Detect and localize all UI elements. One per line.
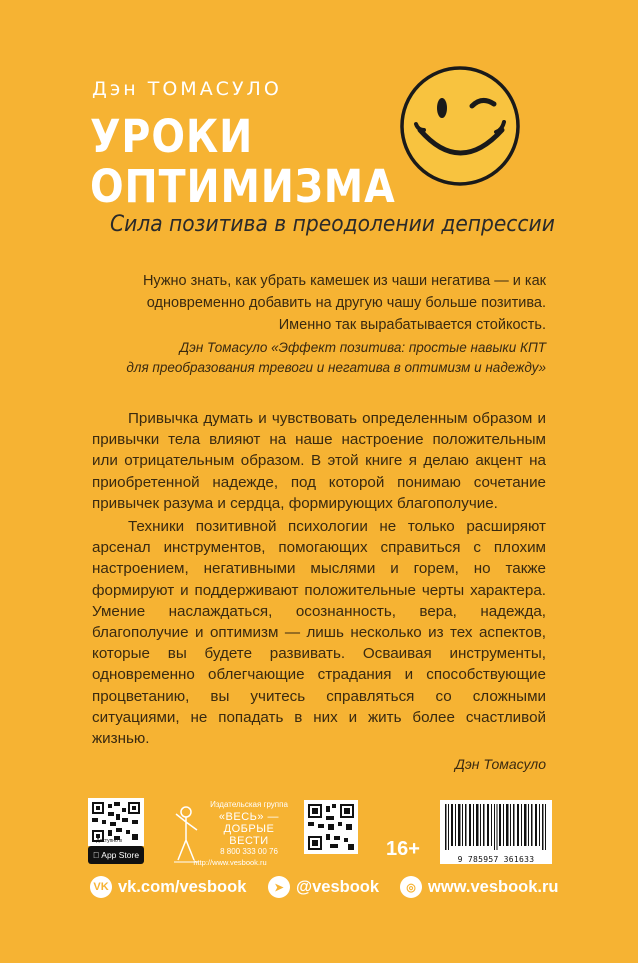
title-line-2: ОПТИМИЗМА xyxy=(90,160,396,213)
social-link-label: vk.com/vesbook xyxy=(118,877,247,896)
isbn-barcode xyxy=(440,800,552,864)
epigraph-quote xyxy=(106,270,546,336)
social-link-vk[interactable] xyxy=(90,874,246,900)
author-name: Дэн ТОМАСУЛО xyxy=(92,78,282,100)
quote-source-line: Дэн Томасуло «Эффект позитива: простые навыки КПТ xyxy=(179,340,546,355)
quote-source-line: для преобразования тревоги и негатива в оптимизм и надежду» xyxy=(126,360,546,375)
appstore-label: App Store xyxy=(98,850,136,860)
web-icon: ◎ xyxy=(400,876,422,898)
quote-line: одновременно добавить на другую чашу больше позитива. xyxy=(146,295,546,311)
publisher-url[interactable]: http://www.vesbook.ru xyxy=(193,858,267,867)
title-line-1: УРОКИ xyxy=(90,110,254,163)
social-link-label: @vesbook xyxy=(296,877,380,896)
qr-code-site[interactable] xyxy=(304,800,358,854)
apple-icon xyxy=(93,850,99,860)
quote-line: Именно так вырабатывается стойкость. xyxy=(278,317,546,333)
annotation-paragraph: Привычка думать и чувствовать определенным образом и привычки тела влияют на наше настроение положительным или отрицательным образом. В этой книге я делаю акцент на приобретенной надежде, под которой понимаю сочетание привычек разума и сердца, формирующих благополучие. xyxy=(92,410,546,512)
winking-smiley-icon xyxy=(398,64,522,188)
appstore-caption: Доступно в xyxy=(96,838,122,844)
barcode-icon xyxy=(445,804,547,850)
social-link-website[interactable] xyxy=(400,874,559,900)
quote-source xyxy=(76,338,546,378)
annotation-paragraph: Техники позитивной психологии не только расширяют арсенал инструментов, помогающих справиться с плохим настроением, негативными мыслями и горем, но также формируют и поддерживают положительные черты характера. Умение наслаждаться, осознанность, вера, надежда, благополучие и оптимизм — лишь несколько из тех аспектов, которые вы будете развивать. Осваивая инструменты, одновременно облегчающие страдания и способствующие процветанию, вы учитесь справляться со сложными ситуациями, не попадать в них и жить более счастливой жизнью. xyxy=(92,518,546,748)
publisher-line: «ВЕСЬ» — xyxy=(218,810,280,823)
social-link-label: www.vesbook.ru xyxy=(428,877,559,896)
isbn-number: 9 785957 361633 xyxy=(457,855,535,864)
vk-icon: VK xyxy=(90,876,112,898)
publisher-line: ДОБРЫЕ ВЕСТИ xyxy=(223,822,275,847)
telegram-icon: ➤ xyxy=(268,876,290,898)
qr-code-icon xyxy=(92,802,140,842)
signature: Дэн Томасуло xyxy=(455,756,546,772)
publisher-text xyxy=(204,800,294,857)
qr-code-icon xyxy=(308,804,354,850)
age-rating: 16+ xyxy=(386,838,420,860)
publisher-figure-icon xyxy=(170,804,202,864)
book-title xyxy=(90,112,396,212)
social-link-telegram[interactable] xyxy=(268,874,379,900)
publisher-phone: 8 800 333 00 76 xyxy=(220,846,278,856)
book-subtitle: Сила позитива в преодолении депрессии xyxy=(110,212,555,237)
annotation-text xyxy=(92,408,546,751)
publisher-logo xyxy=(170,800,290,866)
quote-line: Нужно знать, как убрать камешек из чаши негатива — и как xyxy=(142,273,546,289)
appstore-badge[interactable] xyxy=(88,846,144,864)
publisher-line: Издательская группа xyxy=(210,800,288,809)
